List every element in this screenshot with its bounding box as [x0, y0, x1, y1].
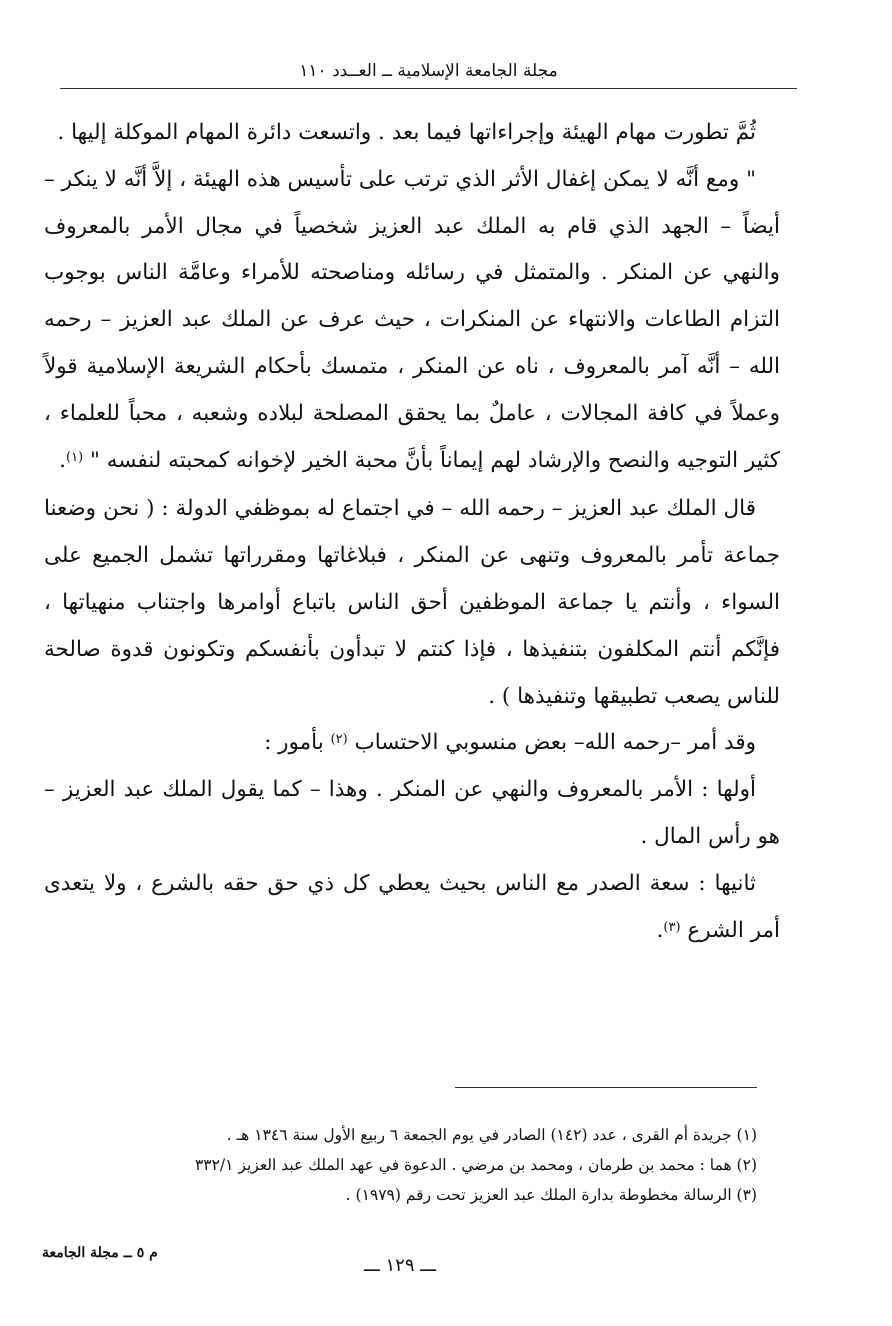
body-text — [44, 110, 780, 954]
paragraph-6 — [44, 861, 780, 955]
paragraph-4 — [44, 720, 780, 767]
running-header: مجلة الجامعة الإسلامية ــ العــدد ١١٠ — [60, 54, 797, 89]
paragraph-5: أولها : الأمر بالمعروف والنهي عن المنكر . وهذا – كما يقول الملك عبد العزيز – هو رأس المال . — [44, 777, 780, 849]
paragraph-6-end: . — [656, 917, 664, 943]
footnotes — [44, 1120, 757, 1210]
footnote-3: (٣) الرسالة مخطوطة بدارة الملك عبد العزيز تحت رقم (١٩٧٩) . — [345, 1186, 757, 1204]
paragraph-6-start: ثانيها : سعة الصدر مع الناس بحيث يعطي كل ذي حق حقه بالشرع ، ولا يتعدى أمر الشرع — [44, 870, 780, 943]
signature-mark: م ٥ ــ مجلة الجامعة — [42, 1245, 158, 1261]
page-number: ـــ ١٢٩ ـــ — [363, 1255, 437, 1276]
paragraph-4-end: بأمور : — [264, 730, 324, 756]
footnote-divider — [455, 1087, 757, 1088]
footnote-ref-2: (٢) — [330, 732, 348, 748]
paragraph-1: ثُمَّ تطورت مهام الهيئة وإجراءاتها فيما بعد . واتسعت دائرة المهام الموكلة إليها . — [57, 120, 756, 145]
footnote-ref-1: (١) — [66, 449, 84, 465]
footnote-ref-3: (٣) — [663, 919, 681, 935]
paragraph-4-start: وقد أمر –رحمه الله– بعض منسوبي الاحتساب — [354, 730, 756, 756]
footnote-1: (١) جريدة أم القرى ، عدد (١٤٢) الصادر في يوم الجمعة ٦ ربيع الأول سنة ١٣٤٦ هـ . — [226, 1126, 757, 1144]
paragraph-3: قال الملك عبد العزيز – رحمه الله – في اجتماع له بموظفي الدولة : ( نحن وضعنا جماعة تأمر بالمعروف وتنهى عن المنكر ، فبلاغاتها ومقرراتها تشمل الجميع على السواء ، وأنتم يا جماعة الموظفين أحق الناس باتباع أوامرها واجتناب منهياتها ، فإنَّكم أنتم المكلفون بتنفيذها ، فإذا كنتم لا تبدأون بأنفسكم وتكونون قدوة صالحة للناس يصعب تطبيقها وتنفيذها ) . — [44, 496, 780, 709]
quote-end: . — [59, 447, 67, 473]
paragraph-2-quote — [44, 157, 780, 485]
quote-text: " ومع أنَّه لا يمكن إغفال الأثر الذي ترتب على تأسيس هذه الهيئة ، إلاَّ أنَّه لا ينكر – أيضاً – الجهد الذي قام به الملك عبد العزيز شخصياً في مجال الأمر بالمعروف والنهي عن المنكر . والمتمثل في رسائله ومناصحته للأمراء وعامَّة الناس بوجوب التزام الطاعات والانتهاء عن المنكرات ، حيث عرف عن الملك عبد العزيز – رحمه الله – أنَّه آمر بالمعروف ، ناه عن المنكر ، متمسك بأحكام الشريعة الإسلامية قولاً وعملاً في كافة المجالات ، عاملٌ بما يحقق المصلحة لبلاده وشعبه ، محباً للعلماء ، كثير التوجيه والنصح والإرشاد لهم إيماناً بأنَّ محبة الخير لإخوانه كمحبته لنفسه " — [44, 166, 780, 473]
footnote-2: (٢) هما : محمد بن طرمان ، ومحمد بن مرضي . الدعوة في عهد الملك عبد العزيز ٣٣٢/١ — [194, 1156, 757, 1174]
